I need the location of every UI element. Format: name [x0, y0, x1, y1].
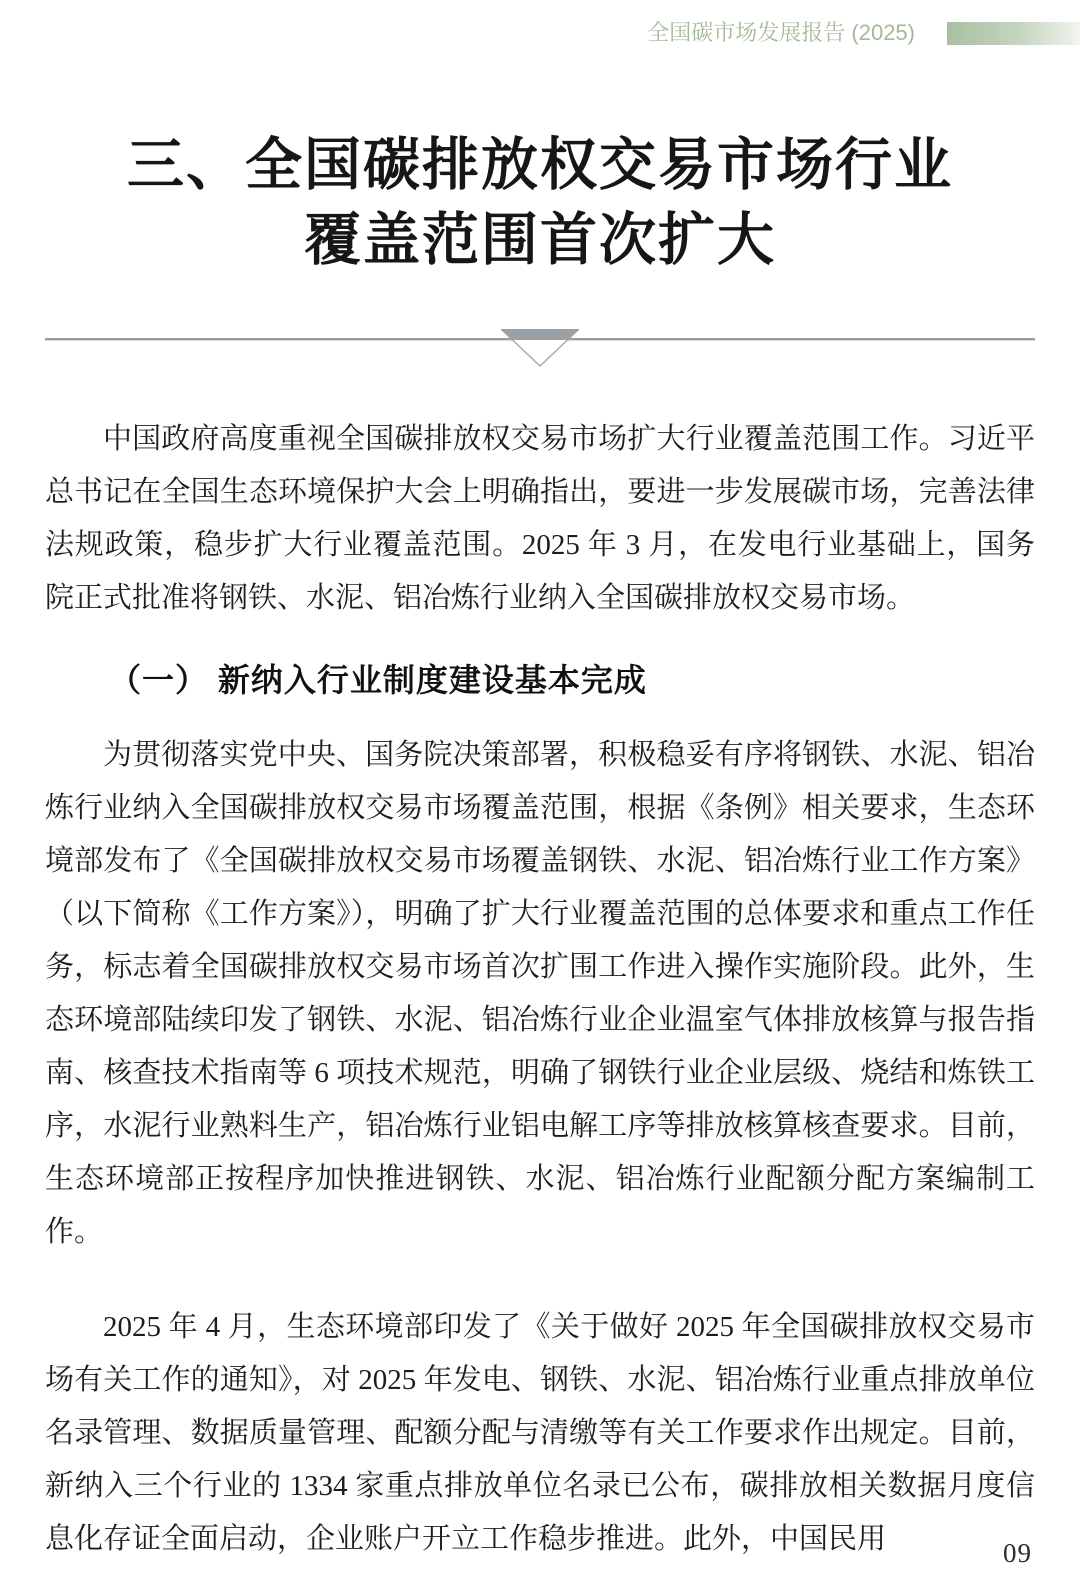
- down-triangle-icon: [501, 329, 579, 369]
- header-accent-bar: [947, 22, 1080, 45]
- section-heading-1: （一） 新纳入行业制度建设基本完成: [109, 662, 647, 698]
- paragraph-institution-building: 为贯彻落实党中央、国务院决策部署，积极稳妥有序将钢铁、水泥、铝冶炼行业纳入全国碳排放权交易市场覆盖范围，根据《条例》相关要求，生态环境部发布了《全国碳排放权交易市场覆盖钢铁、水泥、铝冶炼行业工作方案》（以下简称《工作方案》），明确了扩大行业覆盖范围的总体要求和重点工作任务，标志着全国碳排放权交易市场首次扩围工作进入操作实施阶段。此外，生态环境部陆续印发了钢铁、水泥、铝冶炼行业企业温室气体排放核算与报告指南、核查技术指南等 6 项技术规范，明确了钢铁行业企业层级、烧结和炼铁工序，水泥行业熟料生产，铝冶炼行业铝电解工序等排放核算核查要求。目前，生态环境部正按程序加快推进钢铁、水泥、铝冶炼行业配额分配方案编制工作。: [45, 739, 1035, 1248]
- report-header-title: 全国碳市场发展报告 (2025): [647, 20, 915, 45]
- title-divider-rule: [45, 338, 1035, 341]
- page-title-line2: 覆盖范围首次扩大: [304, 209, 776, 272]
- running-header: [0, 20, 1080, 50]
- page-number: 09: [1003, 1538, 1032, 1568]
- page-title-line1: 三、全国碳排放权交易市场行业: [127, 134, 953, 197]
- paragraph-2025-notice: 2025 年 4 月，生态环境部印发了《关于做好 2025 年全国碳排放权交易市场有关工作的通知》，对 2025 年发电、钢铁、水泥、铝冶炼行业重点排放单位名录管理、数据质量管理、配额分配与清缴等有关工作要求作出规定。目前，新纳入三个行业的 1334 家重点排放单位名录已公布，碳排放相关数据月度信息化存证全面启动，企业账户开立工作稳步推进。此外，中国民用: [45, 1311, 1035, 1555]
- paragraph-intro: 中国政府高度重视全国碳排放权交易市场扩大行业覆盖范围工作。习近平总书记在全国生态环境保护大会上明确指出，要进一步发展碳市场，完善法律法规政策，稳步扩大行业覆盖范围。2025 年 3 月，在发电行业基础上，国务院正式批准将钢铁、水泥、铝冶炼行业纳入全国碳排放权交易市场。: [45, 423, 1035, 614]
